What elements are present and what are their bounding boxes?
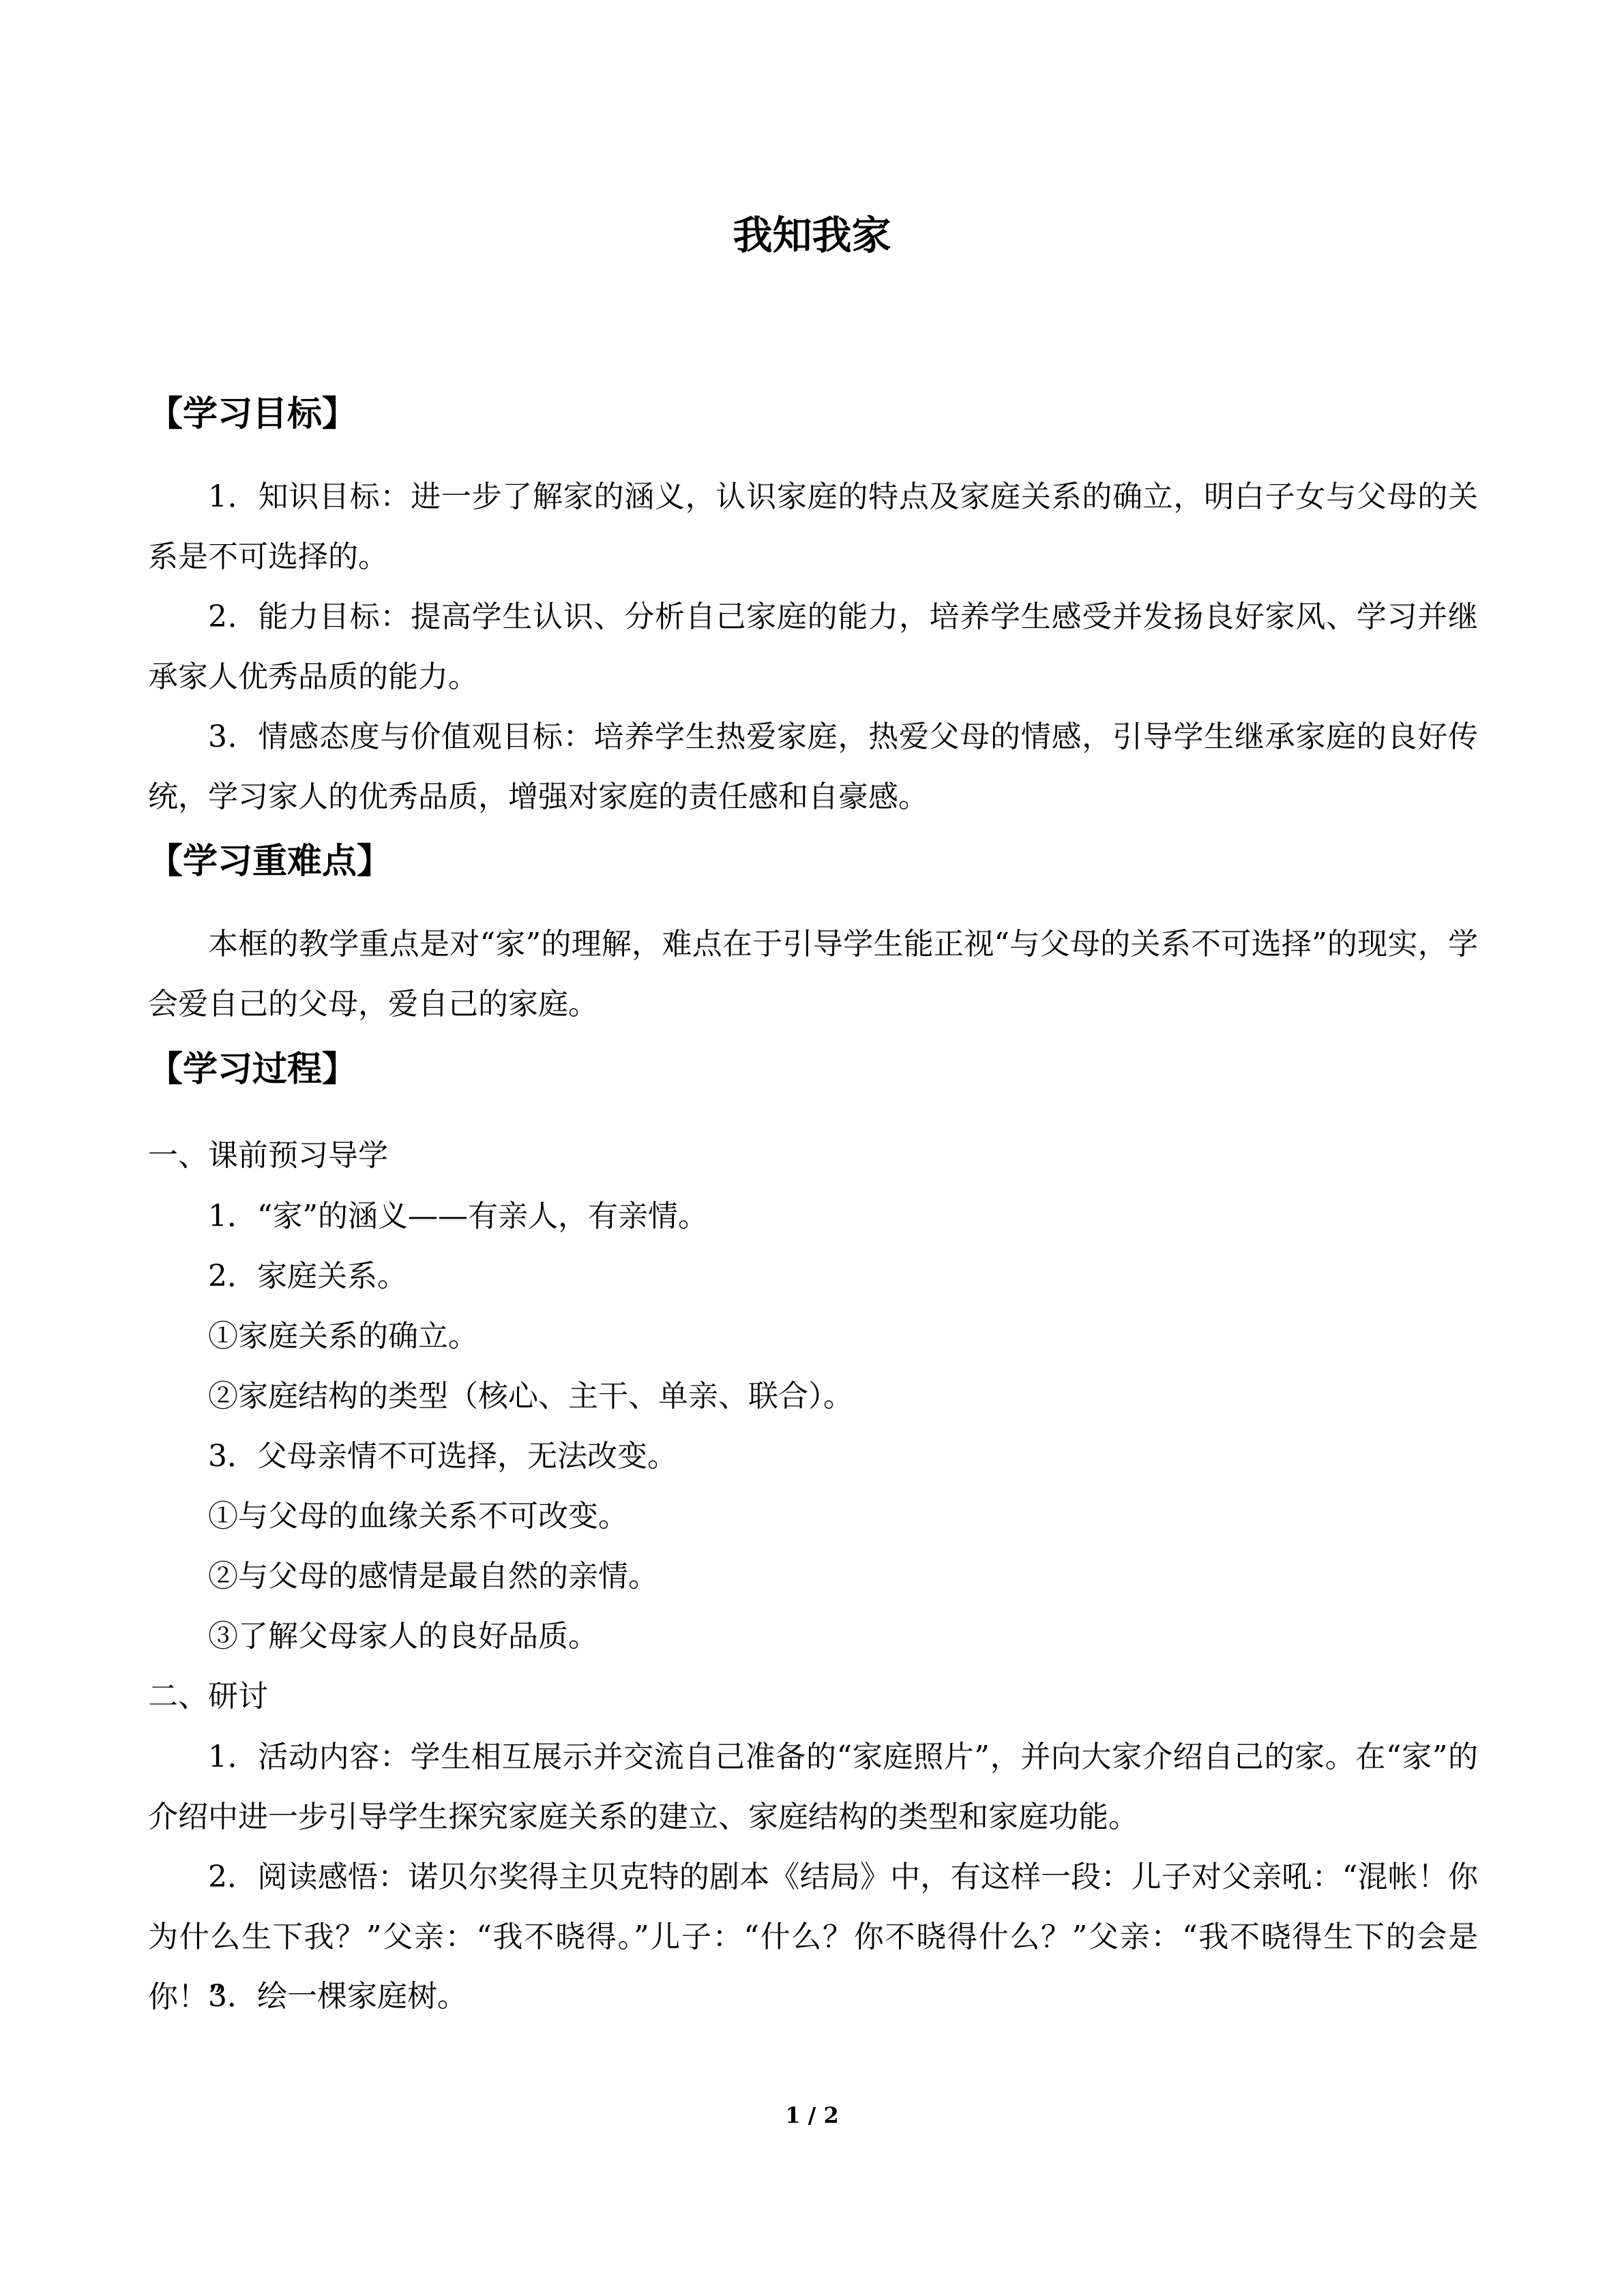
activity-paragraph: 1．活动内容：学生相互展示并交流自己准备的“家庭照片”，并向大家介绍自己的家。在“家”的介绍中进一步引导学生探究家庭关系的建立、家庭结构的类型和家庭功能。 (148, 1740, 1478, 1834)
list-item: 2．家庭关系。 (208, 1259, 407, 1294)
list-item: 1．“家”的涵义——有亲人，有亲情。 (208, 1199, 708, 1234)
list-item: ②家庭结构的类型（核心、主干、单亲、联合）。 (208, 1379, 853, 1414)
learning-goals-heading: 【学习目标】 (148, 393, 357, 434)
goal-attitude: 3．情感态度与价值观目标：培养学生热爱家庭，热爱父母的情感，引导学生继承家庭的良好传统，学习家人的优秀品质，增强对家庭的责任感和自豪感。 (148, 719, 1478, 814)
section-preview-title: 一、课前预习导学 (148, 1138, 388, 1173)
family-tree-item: 3．绘一棵家庭树。 (208, 1979, 467, 2014)
reading-paragraph: 2．阅读感悟：诺贝尔奖得主贝克特的剧本《结局》中，有这样一段：儿子对父亲吼：“混帐！你为什么生下我？”父亲：“我不晓得。”儿子：“什么？你不晓得什么？”父亲：“我不晓得生下的会是你！” (148, 1860, 1478, 2014)
document-title: 我知我家 (733, 212, 891, 258)
list-item: ①与父母的血缘关系不可改变。 (208, 1499, 628, 1534)
section-discussion-title: 二、研讨 (148, 1679, 268, 1714)
process-heading: 【学习过程】 (148, 1049, 357, 1090)
page-number: 1 / 2 (785, 2102, 839, 2128)
goal-ability: 2．能力目标：提高学生认识、分析自己家庭的能力，培养学生感受并发扬良好家风、学习并继承家人优秀品质的能力。 (148, 599, 1478, 694)
list-item: ③了解父母家人的良好品质。 (208, 1619, 598, 1654)
key-points-text: 本框的教学重点是对“家”的理解，难点在于引导学生能正视“与父母的关系不可选择”的现实，学会爱自己的父母，爱自己的家庭。 (148, 927, 1478, 1022)
list-item: 3．父母亲情不可选择，无法改变。 (208, 1439, 677, 1474)
list-item: ②与父母的感情是最自然的亲情。 (208, 1559, 658, 1594)
list-item: ①家庭关系的确立。 (208, 1319, 478, 1354)
goal-knowledge: 1．知识目标：进一步了解家的涵义，认识家庭的特点及家庭关系的确立，明白子女与父母的关系是不可选择的。 (148, 479, 1478, 574)
key-points-heading: 【学习重难点】 (148, 841, 392, 882)
